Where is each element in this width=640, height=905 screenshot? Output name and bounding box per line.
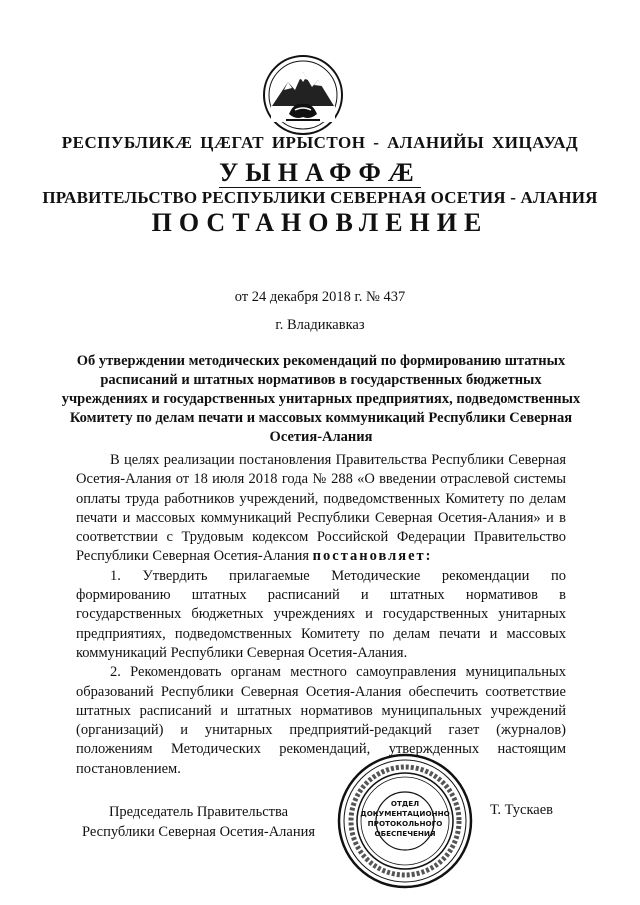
document-body bbox=[76, 451, 566, 779]
signatory-position-line-2: Республики Северная Осетия-Алания bbox=[82, 824, 316, 840]
signatory-position-line-1: Председатель Правительства bbox=[108, 804, 289, 820]
document-type-heading: ПОСТАНОВЛЕНИЕ bbox=[151, 208, 489, 237]
ossetian-government-header: РЕСПУБЛИКӔ ЦӔГАТ ИРЫСТОН - АЛАНИЙЫ ХИЦАУАД bbox=[61, 133, 579, 152]
ossetian-document-type bbox=[0, 158, 640, 188]
paragraph-item-2: 2. Рекомендовать органам местного самоуправления муниципальных образований Республики Северная Осетия-Алания обеспечить соответствие штатных расписаний и штатных нормативов муниципальных учреждений (организаций) и унитарных предприятий-редакций газет (журналов) положениям Методических рекомендаций, утвержденных настоящим постановлением. bbox=[76, 664, 566, 777]
paragraph-preamble bbox=[76, 451, 566, 567]
seal-text-line-3: ПРОТОКОЛЬНОГО bbox=[367, 819, 443, 828]
russian-government-header: ПРАВИТЕЛЬСТВО РЕСПУБЛИКИ СЕВЕРНАЯ ОСЕТИЯ - АЛАНИЯ bbox=[42, 188, 598, 207]
preamble-text: В целях реализации постановления Правительства Республики Северная Осетия-Алания от 18 июля 2018 года № 288 «О введении отраслевой системы оплаты труда работников учреждений, подведомственных Комитету по делам печати и массовых коммуникаций Республики Северная Осетия-Алания» и в соответствии с Трудовым кодексом Российской Федерации Правительство Республики Северная Осетия-Алания bbox=[76, 452, 566, 565]
coat-of-arms-emblem-icon bbox=[262, 54, 344, 136]
seal-text-line-4: ОБЕСПЕЧЕНИЯ bbox=[374, 829, 436, 838]
seal-text-line-1: ОТДЕЛ bbox=[390, 799, 420, 808]
document-title: Об утверждении методических рекомендаций по формированию штатных расписаний и штатных нормативов в государственных бюджетных учреждениях и государственных унитарных предприятиях, подведомственных Комитету по делам печати и массовых коммуникаций Республики Северная Осетия-Алания bbox=[61, 353, 581, 445]
document-date-number: от 24 декабря 2018 г. № 437 bbox=[234, 289, 406, 305]
paragraph-item-1: 1. Утвердить прилагаемые Методические рекомендации по формированию штатных расписаний и штатных нормативов в государственных бюджетных учреждениях и государственных унитарных предприятиях, подведомственных Комитету по делам печати и массовых коммуникаций Республики Северная Осетия-Алания. bbox=[76, 567, 566, 661]
resolves-keyword: постановляет: bbox=[312, 548, 433, 565]
signatory-position bbox=[82, 802, 315, 842]
seal-text-line-2: ДОКУМЕНТАЦИОННО bbox=[360, 809, 450, 818]
signatory-name: Т. Тускаев bbox=[490, 802, 554, 818]
ossetian-document-type-text: УЫНАФФӔ bbox=[219, 158, 421, 187]
document-city: г. Владикавказ bbox=[275, 317, 365, 333]
official-seal-icon bbox=[336, 752, 474, 890]
